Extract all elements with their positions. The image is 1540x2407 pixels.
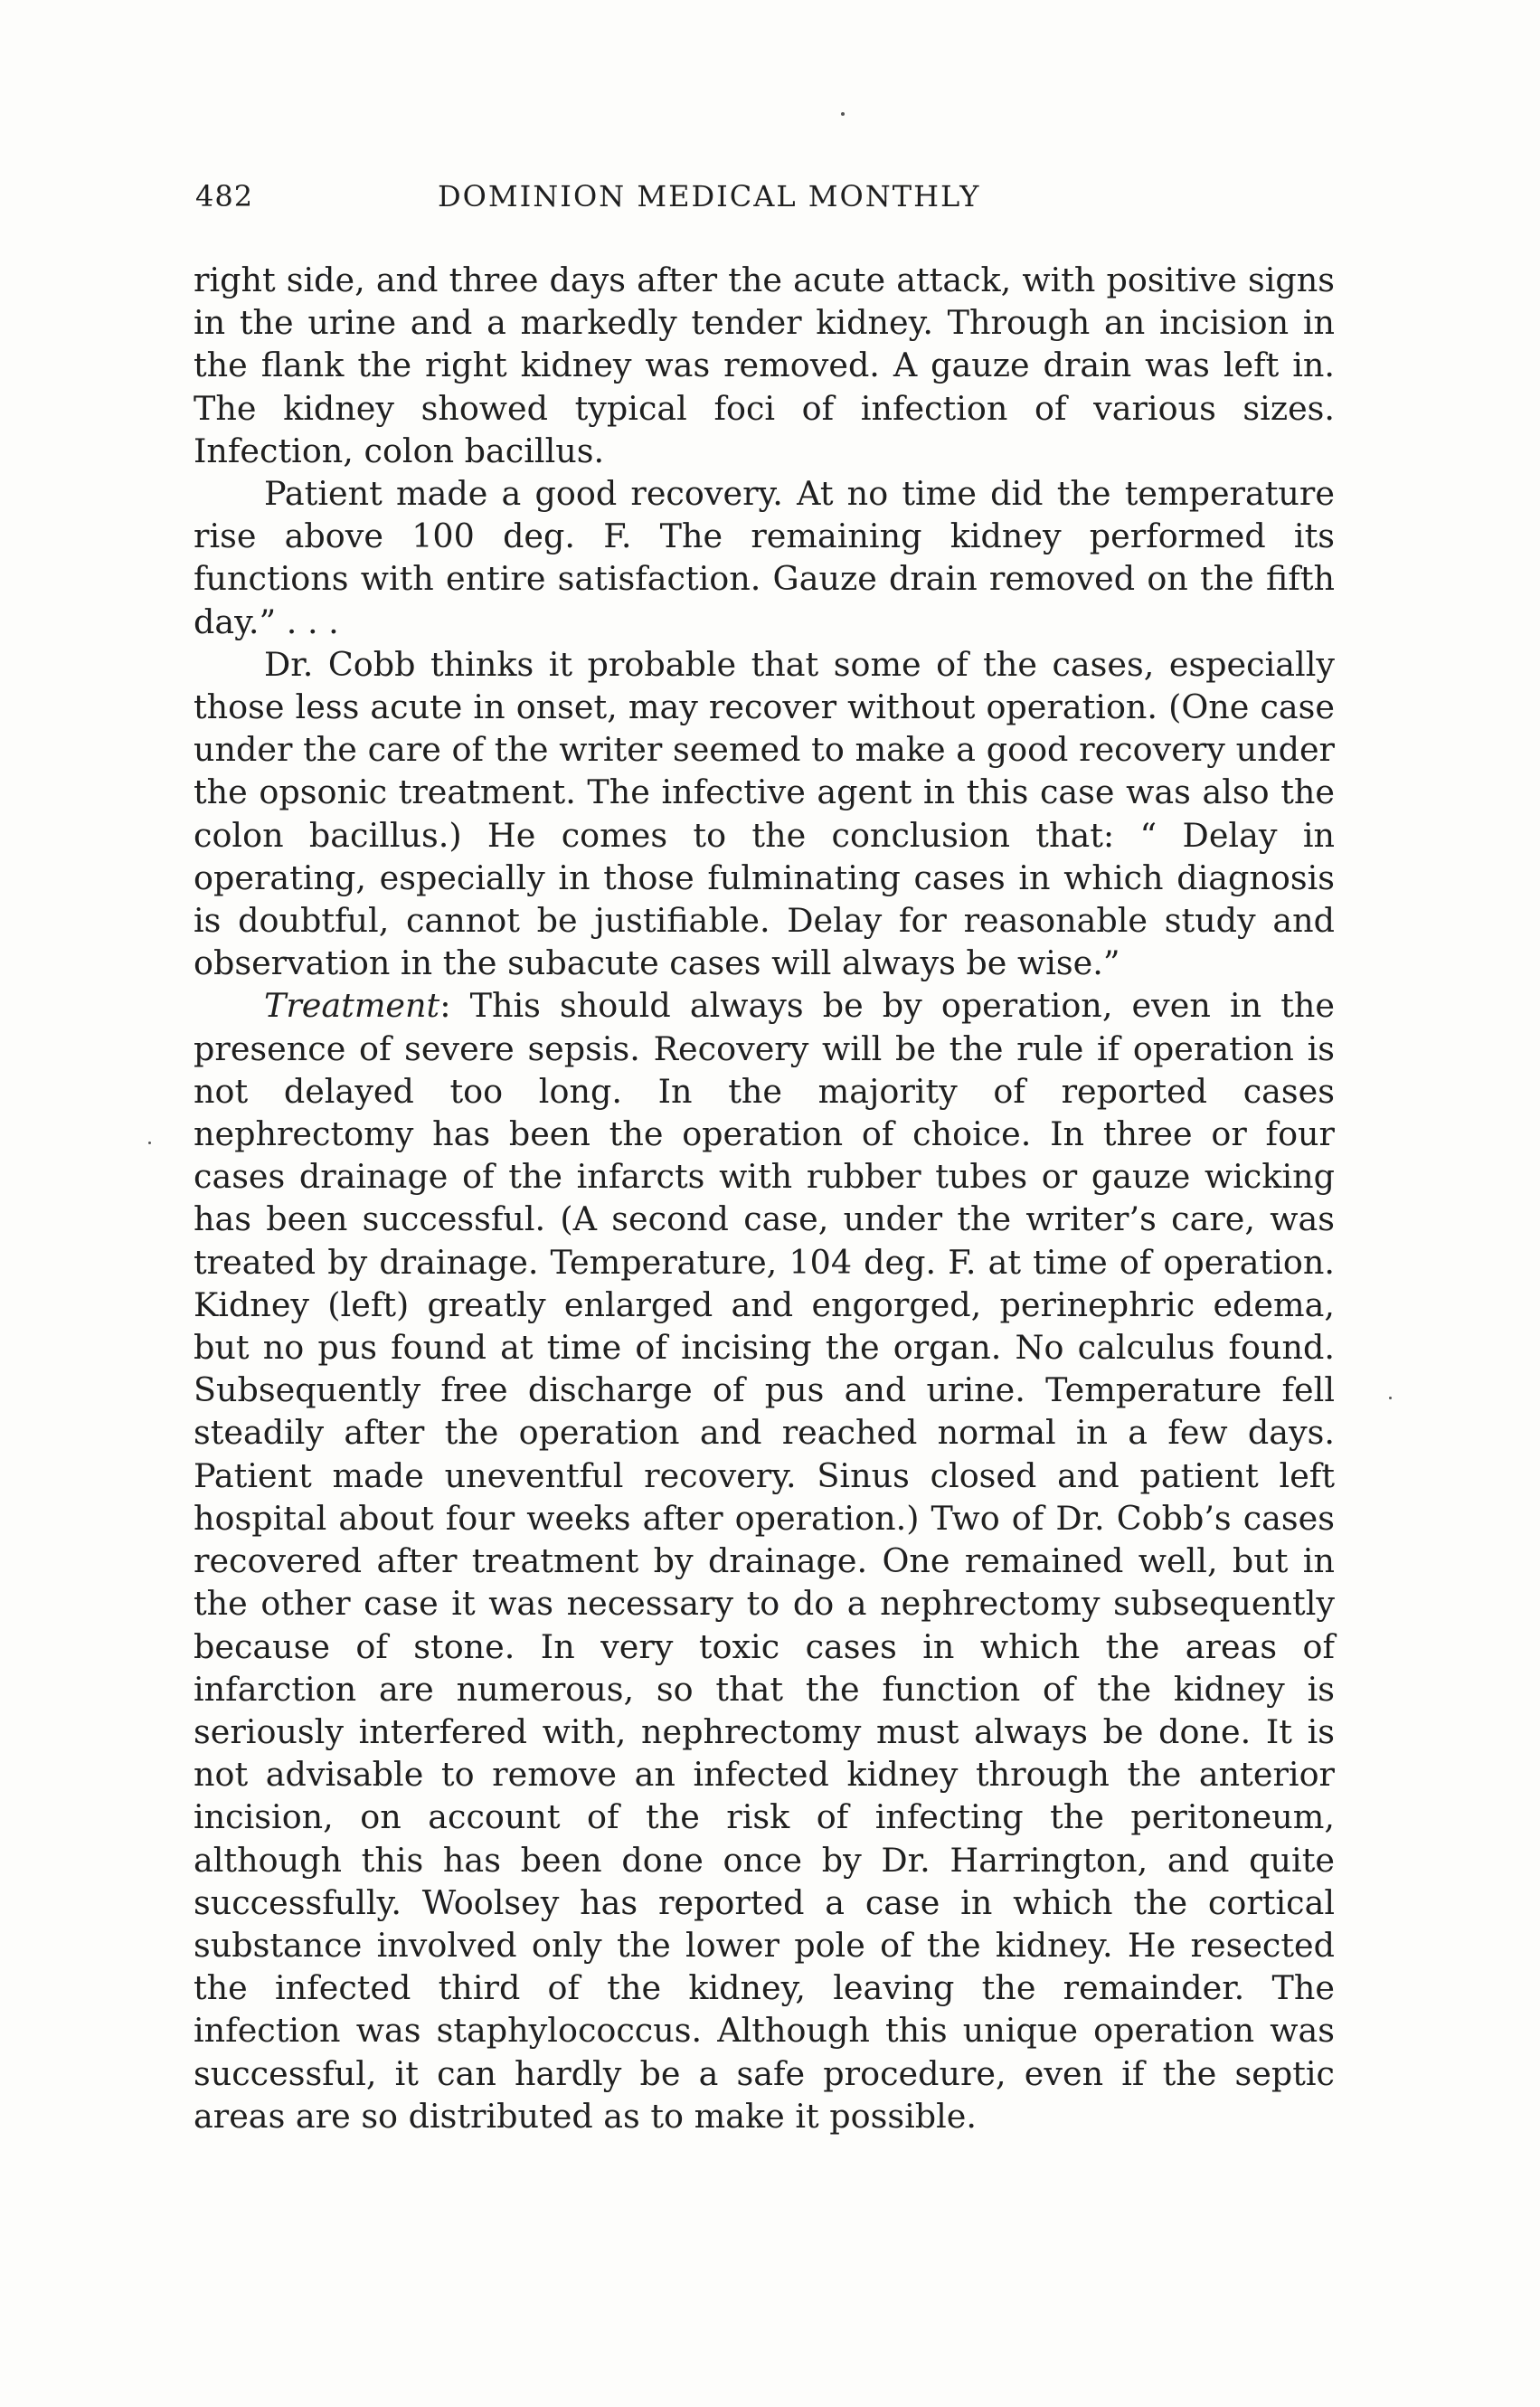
page-number: 482 bbox=[195, 179, 254, 213]
page-header bbox=[195, 179, 1337, 224]
paragraph-text: : This should always be by operation, even in the presence of severe sepsis. Recovery will be the rule if operation is not delayed too long. In the majority of reported cases nephrectomy has been the operation of choice. In three or four cases drainage of the infarcts with rubber tubes or gauze wicking has been successful. (A second case, under the writer’s care, was treated by drainage. Temperature, 104 deg. F. at time of operation. Kidney (left) greatly enlarged and engorged, perinephric edema, but no pus found at time of incising the organ. No calculus found. Subsequently free discharge of pus and urine. Temperature fell steadily after the operation and reached normal in a few days. Patient made uneventful recovery. Sinus closed and patient left hospital about four weeks after operation.) Two of Dr. Cobb’s cases recovered after treatment by drainage. One remained well, but in the other case it was necessary to do a nephrectomy subsequently because of stone. In very toxic cases in which the areas of infarction are numerous, so that the function of the kidney is seriously interfered with, nephrectomy must always be done. It is not advisable to remove an infected kidney through the anterior incision, on account of the risk of infecting the peritoneum, although this has been done once by Dr. Harrington, and quite successfully. Woolsey has reported a case in which the cortical substance involved only the lower pole of the kidney. He resected the infected third of the kidney, leaving the remainder. The infection was staphylococcus. Although this unique operation was successful, it can hardly be a safe procedure, even if the septic areas are so distributed as to make it possible. bbox=[194, 986, 1335, 2136]
paragraph-lead-heading: Treatment bbox=[264, 986, 440, 1026]
running-head: DOMINION MEDICAL MONTHLY bbox=[438, 179, 981, 213]
print-speck bbox=[841, 112, 845, 116]
paragraph bbox=[194, 472, 1335, 643]
paragraph bbox=[194, 259, 1335, 472]
print-speck bbox=[148, 1142, 151, 1144]
paragraph-text: Patient made a good recovery. At no time did the temperature rise above 100 deg. F. The remaining kidney performed its functions with entire satisfaction. Gauze drain removed on the fifth day.” . . . bbox=[194, 474, 1335, 641]
body-text bbox=[194, 259, 1335, 2137]
paragraph bbox=[194, 643, 1335, 985]
paragraph-text: right side, and three days after the acute attack, with positive signs in the urine and a markedly tender kidney. Through an incision in the flank the right kidney was removed. A gauze drain was left in. The kidney showed typical foci of infection of various sizes. Infection, colon bacillus. bbox=[194, 261, 1335, 470]
paragraph-text: Dr. Cobb thinks it probable that some of the cases, especially those less acute in onset, may recover without operation. (One case under the care of the writer seemed to make a good recovery under the opsonic treatment. The infective agent in this case was also the colon bacillus.) He comes to the conclusion that: “ Delay in operating, especially in those fulminating cases in which diagnosis is doubtful, cannot be justifiable. Delay for reasonable study and observation in the subacute cases will always be wise.” bbox=[194, 644, 1335, 983]
paragraph bbox=[194, 984, 1335, 2137]
print-speck bbox=[1389, 1397, 1392, 1399]
